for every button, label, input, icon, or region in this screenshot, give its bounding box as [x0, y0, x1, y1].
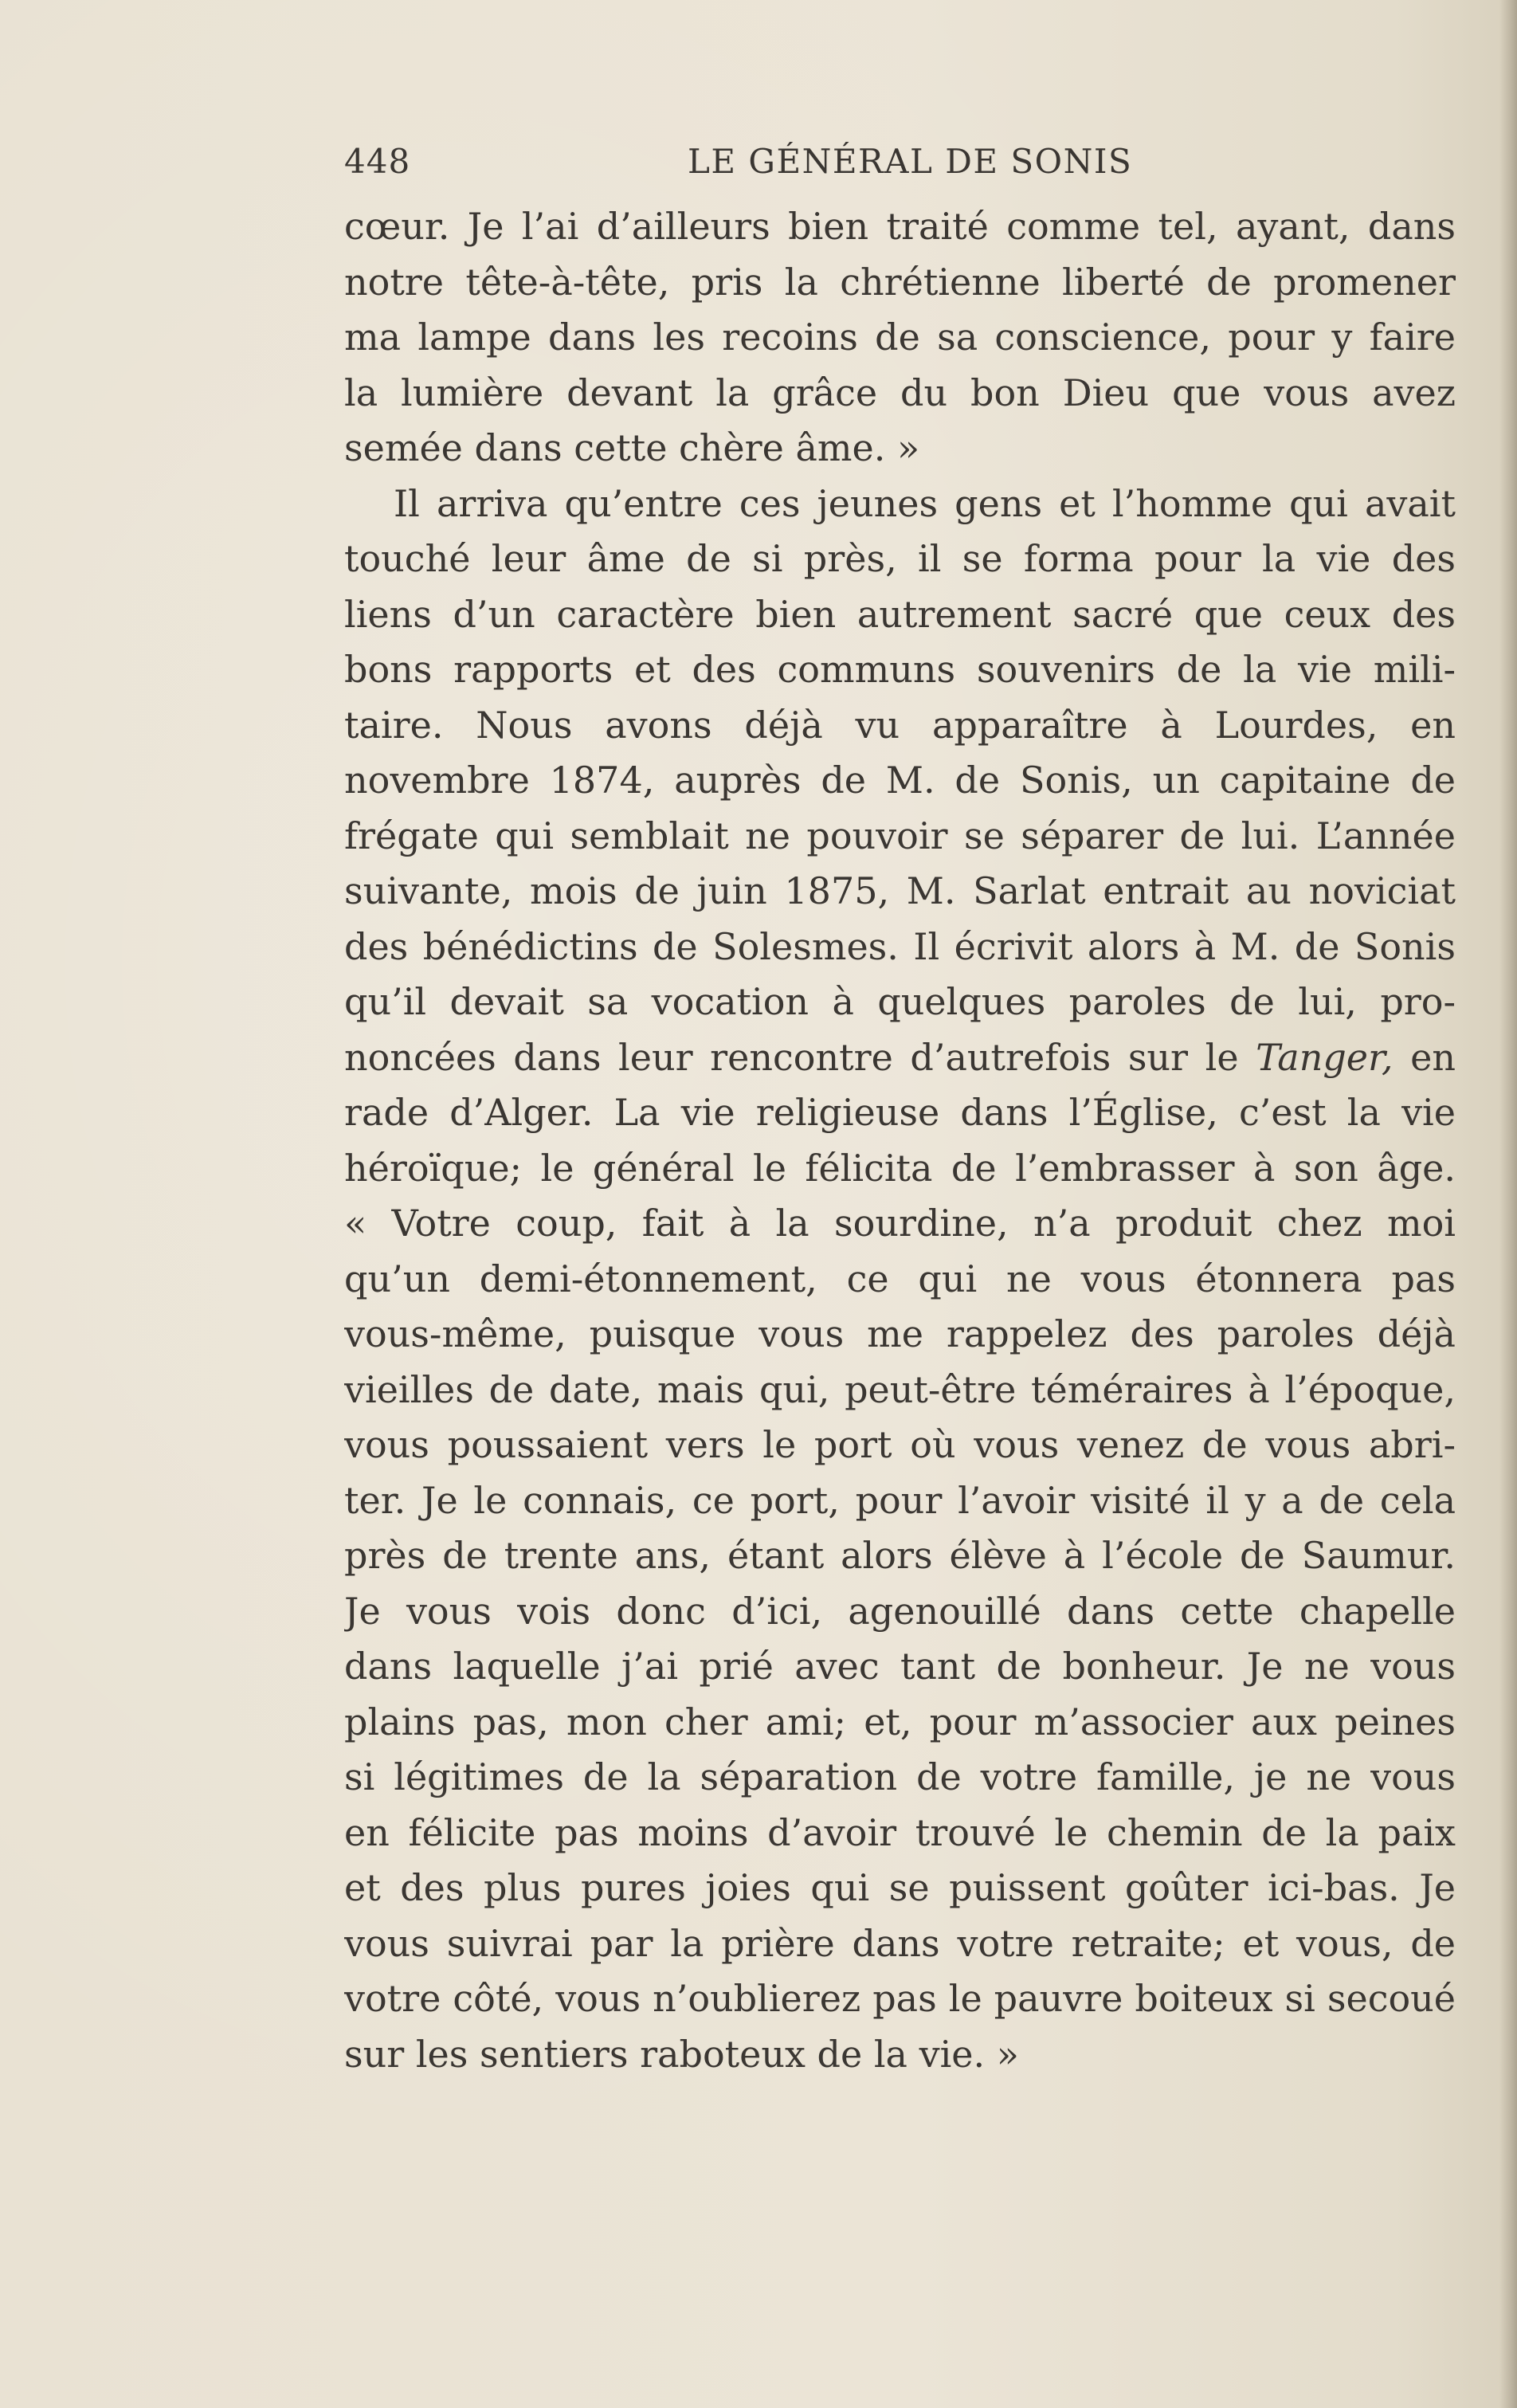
text-line: vous poussaient vers le port où vous venez de vous abri- [344, 1423, 1456, 1466]
text-line: si légitimes de la séparation de votre famille, je ne vous [344, 1755, 1456, 1798]
text-line: en félicite pas moins d’avoir trouvé le chemin de la paix [344, 1810, 1456, 1854]
text-line: plains pas, mon cher ami; et, pour m’associer aux peines [344, 1700, 1456, 1743]
page-edge-shadow [1499, 0, 1517, 2408]
text-line: qu’un demi-étonnement, ce qui ne vous étonnera pas [344, 1257, 1456, 1300]
italic-ship-name: Tanger, [1256, 1035, 1394, 1079]
text-line: novembre 1874, auprès de M. de Sonis, un capitaine de [344, 759, 1456, 802]
text-line: suivante, mois de juin 1875, M. Sarlat entrait au noviciat [344, 869, 1456, 912]
text-line: votre côté, vous n’oublierez pas le pauvre boiteux si secoué [344, 1977, 1456, 2020]
text-line: la lumière devant la grâce du bon Dieu que vous avez [344, 371, 1456, 414]
running-title: LE GÉNÉRAL DE SONIS [688, 142, 1133, 181]
text-line: semée dans cette chère âme. » [344, 426, 920, 469]
text-line: noncées dans leur rencontre d’autrefois sur le Tanger, en [344, 1035, 1456, 1079]
text-line: « Votre coup, fait à la sourdine, n’a produit chez moi [344, 1202, 1456, 1245]
text-line: ter. Je le connais, ce port, pour l’avoir visité il y a de cela [344, 1478, 1456, 1522]
text-line: vous-même, puisque vous me rappelez des paroles déjà [344, 1312, 1456, 1355]
text-line: héroïque; le général le félicita de l’embrasser à son âge. [344, 1146, 1456, 1190]
text-line: bons rapports et des communs souvenirs de la vie mili- [344, 648, 1456, 691]
text-line: rade d’Alger. La vie religieuse dans l’Église, c’est la vie [344, 1091, 1456, 1134]
text-line: près de trente ans, étant alors élève à l’école de Saumur. [344, 1534, 1456, 1577]
page-number: 448 [344, 142, 411, 181]
text-line: des bénédictins de Solesmes. Il écrivit alors à M. de Sonis [344, 924, 1456, 968]
text-line: dans laquelle j’ai prié avec tant de bonheur. Je ne vous [344, 1645, 1456, 1688]
text-line: cœur. Je l’ai d’ailleurs bien traité comme tel, ayant, dans [344, 205, 1456, 248]
text-line: ma lampe dans les recoins de sa conscience, pour y faire [344, 316, 1456, 359]
text-line: qu’il devait sa vocation à quelques paroles de lui, pro- [344, 980, 1456, 1023]
text-line: vous suivrai par la prière dans votre retraite; et vous, de [344, 1921, 1456, 1965]
text-line: sur les sentiers raboteux de la vie. » [344, 2032, 1019, 2076]
text-line: touché leur âme de si près, il se forma pour la vie des [344, 537, 1456, 580]
body-text [344, 199, 1456, 2082]
text-line: Il arriva qu’entre ces jeunes gens et l’homme qui avait [394, 481, 1456, 525]
text-line: et des plus pures joies qui se puissent goûter ici-bas. Je [344, 1866, 1456, 1909]
text-line: Je vous vois donc d’ici, agenouillé dans cette chapelle [344, 1589, 1456, 1633]
text-line: liens d’un caractère bien autrement sacré que ceux des [344, 592, 1456, 636]
text-line: notre tête-à-tête, pris la chrétienne liberté de promener [344, 260, 1456, 304]
text-line: taire. Nous avons déjà vu apparaître à Lourdes, en [344, 703, 1456, 747]
text-line: frégate qui semblait ne pouvoir se séparer de lui. L’année [344, 814, 1456, 857]
page-header [344, 142, 1456, 190]
text-line: vieilles de date, mais qui, peut-être téméraires à l’époque, [344, 1367, 1456, 1411]
